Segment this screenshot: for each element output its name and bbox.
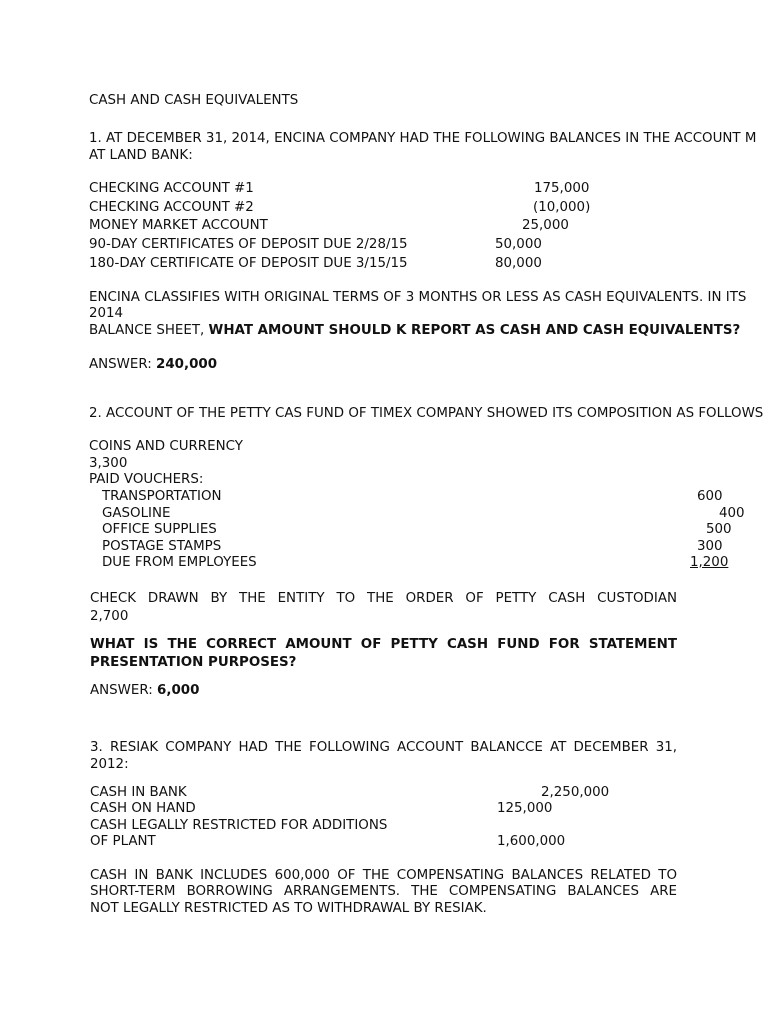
q2-voucher-label: TRANSPORTATION [102, 489, 222, 504]
q1-intro-line1: 1. AT DECEMBER 31, 2014, ENCINA COMPANY HAD THE FOLLOWING BALANCES IN THE ACCOUNT M [89, 131, 757, 146]
q1-note-line3 [89, 322, 768, 341]
q2-question-line1: WHAT IS THE CORRECT AMOUNT OF PETTY CASH FUND FOR STATEMENT [90, 637, 677, 652]
q1-item-label: 180-DAY CERTIFICATE OF DEPOSIT DUE 3/15/15 [89, 256, 408, 271]
q3-item-amount: 125,000 [497, 801, 553, 816]
q1-note-line3-plain: BALANCE SHEET, [89, 323, 209, 338]
q1-answer [89, 356, 217, 375]
q1-item-amount: 25,000 [522, 218, 569, 233]
q2-coins-label: COINS AND CURRENCY [89, 439, 243, 454]
q3-item-label: OF PLANT [90, 834, 156, 849]
q1-answer-value: 240,000 [156, 357, 218, 372]
q3-item-label: CASH LEGALLY RESTRICTED FOR ADDITIONS [90, 818, 388, 833]
q2-coins-amount: 3,300 [89, 456, 128, 471]
q2-check-line2: 2,700 [90, 609, 129, 624]
q1-item-amount: 80,000 [495, 256, 542, 271]
q2-voucher-label: DUE FROM EMPLOYEES [102, 555, 257, 570]
q2-voucher-amount: 1,200 [690, 555, 729, 570]
q2-answer-value: 6,000 [157, 683, 200, 698]
q2-intro: 2. ACCOUNT OF THE PETTY CAS FUND OF TIMEX COMPANY SHOWED ITS COMPOSITION AS FOLLOWS [89, 406, 764, 421]
q1-item-label: MONEY MARKET ACCOUNT [89, 218, 268, 233]
q2-voucher-label: POSTAGE STAMPS [102, 539, 222, 554]
q2-voucher-label: GASOLINE [102, 506, 171, 521]
q1-intro-line2: AT LAND BANK: [89, 148, 193, 163]
q2-question-line2: PRESENTATION PURPOSES? [90, 655, 297, 670]
q3-item-label: CASH IN BANK [90, 785, 187, 800]
q1-item-label: 90-DAY CERTIFICATES OF DEPOSIT DUE 2/28/15 [89, 237, 408, 252]
q1-item-amount: 50,000 [495, 237, 542, 252]
q2-answer-label: ANSWER: [90, 683, 158, 698]
q1-note-line2: 2014 [89, 306, 124, 321]
q2-voucher-amount: 600 [697, 489, 723, 504]
q3-para-line3: NOT LEGALLY RESTRICTED AS TO WITHDRAWAL BY RESIAK. [90, 901, 487, 916]
q3-intro-line2: 2012: [90, 757, 129, 772]
q1-item-amount: 175,000 [534, 181, 590, 196]
q2-answer [90, 682, 199, 701]
q2-voucher-amount: 300 [697, 539, 723, 554]
q3-item-label: CASH ON HAND [90, 801, 196, 816]
q2-voucher-label: OFFICE SUPPLIES [102, 522, 217, 537]
q1-item-label: CHECKING ACCOUNT #2 [89, 200, 254, 215]
q1-item-amount: (10,000) [533, 200, 591, 215]
page-title: CASH AND CASH EQUIVALENTS [89, 93, 299, 108]
q2-voucher-amount: 400 [719, 506, 745, 521]
q3-intro-line1: 3. RESIAK COMPANY HAD THE FOLLOWING ACCOUNT BALANCCE AT DECEMBER 31, [90, 740, 677, 755]
q3-para-line1: CASH IN BANK INCLUDES 600,000 OF THE COMPENSATING BALANCES RELATED TO [90, 868, 677, 883]
q1-answer-label: ANSWER: [89, 357, 157, 372]
q2-check-line1: CHECK DRAWN BY THE ENTITY TO THE ORDER OF PETTY CASH CUSTODIAN [90, 591, 677, 606]
q1-note-line1: ENCINA CLASSIFIES WITH ORIGINAL TERMS OF 3 MONTHS OR LESS AS CASH EQUIVALENTS. IN ITS [89, 290, 747, 305]
q2-vouchers-label: PAID VOUCHERS: [89, 472, 204, 487]
q1-question: WHAT AMOUNT SHOULD K REPORT AS CASH AND CASH EQUIVALENTS? [208, 323, 741, 338]
q1-item-label: CHECKING ACCOUNT #1 [89, 181, 254, 196]
q3-item-amount: 1,600,000 [497, 834, 566, 849]
q3-para-line2: SHORT-TERM BORROWING ARRANGEMENTS. THE COMPENSATING BALANCES ARE [90, 884, 677, 899]
q2-voucher-amount: 500 [706, 522, 732, 537]
q3-item-amount: 2,250,000 [541, 785, 610, 800]
